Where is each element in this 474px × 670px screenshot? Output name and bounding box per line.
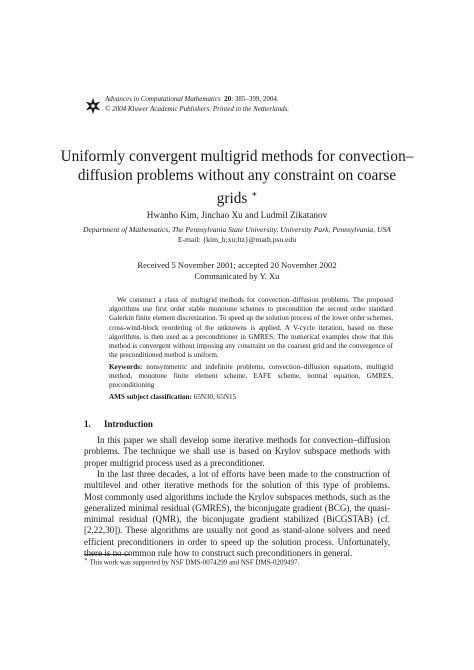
ams-label: AMS subject classification: — [109, 393, 192, 401]
footnote-divider — [84, 554, 130, 555]
footnote-marker: ∗ — [84, 557, 88, 563]
author-list: Hwanho Kim, Jinchao Xu and Ludmil Zikatanov — [146, 210, 328, 220]
author-affiliation: Department of Mathematics, The Pennsylvania State University, University Park, Pennsylvania, USA — [83, 225, 391, 234]
footnote — [84, 557, 299, 566]
author-email: E-mail: {kim_h;xu;ltz}@math.psu.edu — [177, 235, 297, 244]
section-title: Introduction — [104, 419, 153, 429]
ams-codes: 65N30, 65N15 — [191, 393, 237, 401]
received-dates: Received 5 November 2001; accepted 20 November 2002 — [137, 260, 337, 270]
journal-citation — [105, 95, 289, 114]
footnote-text: This work was supported by NSF DMS-0074299 and NSF DMS-0209497. — [87, 558, 300, 567]
keywords-text: nonsymmetric and indefinite problems, convection–diffusion equations, multigrid method, monotone finite element scheme, EAFE scheme, normal equation, GMRES, preconditioning — [109, 363, 393, 390]
ams-classification — [109, 393, 236, 402]
received-info — [0, 260, 474, 282]
kluwer-logo-icon — [84, 97, 102, 115]
keywords — [109, 363, 393, 391]
title-footnote-marker: ∗ — [251, 189, 258, 199]
section-heading — [84, 419, 153, 429]
journal-copyright: © 2004 Kluwer Academic Publishers. Printed in the Netherlands. — [105, 104, 290, 113]
paper-title — [60, 148, 414, 209]
keywords-label: Keywords: — [109, 363, 143, 371]
section-number: 1. — [84, 419, 91, 429]
journal-pages: : 385–399, 2004. — [231, 95, 279, 103]
paragraph: In the last three decades, a lot of efforts have been made to the construction of multilevel and other iterative methods for the solution of this type of problems. Most commonly used algorithms include the Krylov subspaces methods, such as the generalized minimal residual (GMRES), the biconjugate gradient (BCG), the quasi-minimal residual (QMR), the biconjugate gradient stabilized (BiCGSTAB) (cf. [2,22,30]). These algorithms are usually not good as stand-alone solvers and need efficient preconditioners in order to speed up the solution process. Unfortunately, there is no common rule how to construct such preconditioners in general. — [84, 469, 390, 559]
journal-name: Advances in Computational Mathematics — [105, 95, 221, 103]
paper-title-text: Uniformly convergent multigrid methods for convection–diffusion problems without any constraint on coarse grids — [60, 148, 414, 208]
abstract: We construct a class of multigrid methods for convection–diffusion problems. The proposed algorithms use first order stable monotone schemes to precondition the second order standard Galerkin finite element discretization. To speed up the solution process of the lower order schemes, cross-wind-block reordering of the unknowns is applied. A V-cycle iteration, based on these algorithms, is then used as a preconditioner in GMRES. The numerical examples show that this method is convergent without imposing any constraint on the coarsest grid and the convergence of the preconditioned method is uniform. — [109, 296, 393, 360]
journal-volume: 20 — [224, 95, 232, 103]
paragraph: In this paper we shall develop some iterative methods for convection–diffusion problems. The technique we shall use is based on Krylov subspace methods with proper multigrid process used as a preconditioner. — [84, 435, 390, 468]
communicated-by: Communicated by Y. Xu — [194, 271, 280, 281]
